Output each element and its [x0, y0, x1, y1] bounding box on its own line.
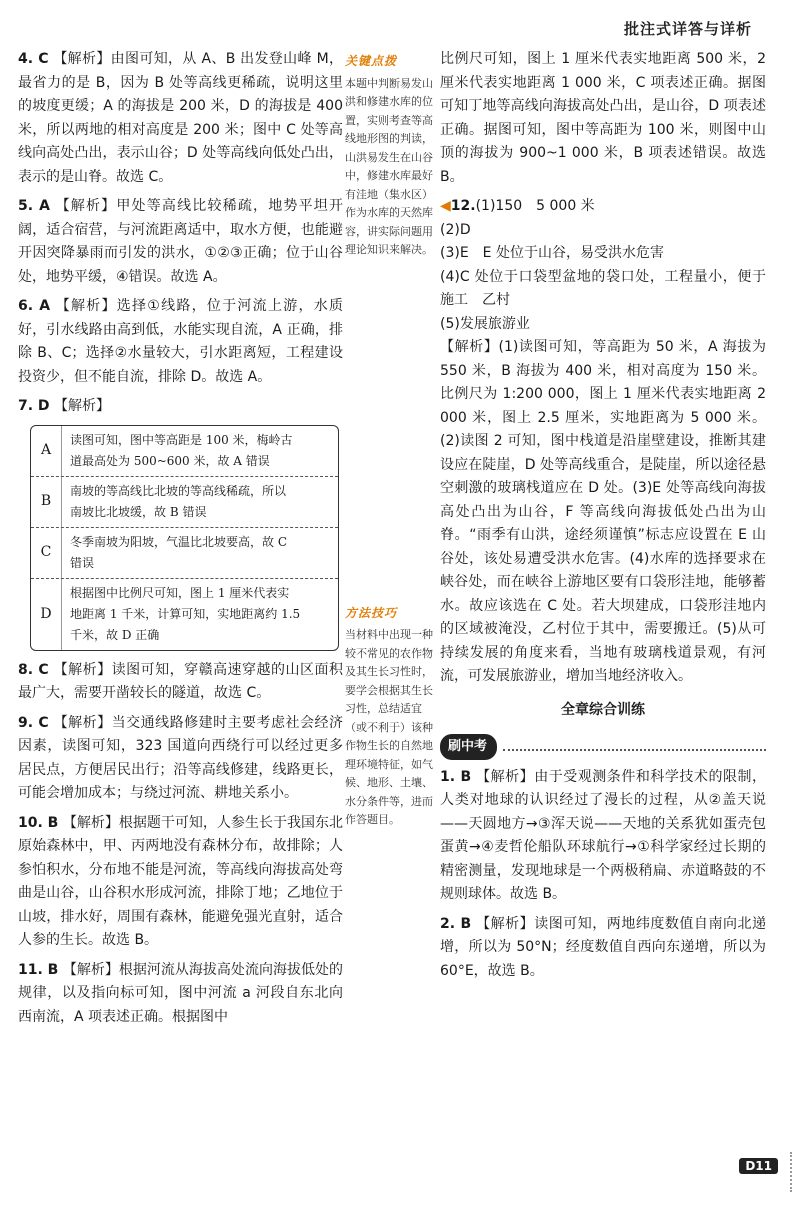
answer-number: 2. B — [440, 915, 472, 932]
answer-number: 1. B — [440, 768, 472, 785]
answer-item — [18, 295, 343, 389]
page-header: 批注式详答与详析 — [623, 20, 752, 38]
badge-line — [440, 730, 766, 766]
page-number: D11 — [739, 1158, 778, 1174]
answer-number: 8. C — [18, 661, 49, 678]
answer-number: 11. B — [18, 961, 59, 978]
answer-text: 【解析】读图可知，两地纬度数值自南向北递增，所以为 50°N；经度数值自西向东递增，所以为 60°E，故选 B。 — [440, 915, 767, 979]
option-row — [31, 426, 338, 476]
key-point-title: 关键点拨 — [345, 54, 398, 68]
method-tip-note: 当材料中出现一种较不常见的农作物及其生长习性时，要学会根据其生长习性，总结适宜（或不利于）该种作物生长的自然地理环境特征，如气候、地形、土壤、水分条件等，进而作答题目。 — [345, 628, 433, 826]
answer-item — [18, 48, 343, 189]
answer-number: 4. C — [18, 51, 49, 67]
answer-text: 【解析】甲处等高线比较稀疏，地势平坦开阔，适合宿营，与河流距离适中，取水方便，也能避开因突降暴雨而引发的洪水，①②③正确；位于山谷处，地势平缓，④错误。故选 A。 — [18, 198, 343, 285]
answer-text: 【解析】 — [54, 398, 111, 414]
option-letter: B — [31, 477, 62, 527]
option-letter: C — [31, 528, 62, 578]
q12-block: ◀12.(1)150 5 000 米 (2)D (3)E E 处位于山谷，易受洪水危害 (4)C 处位于口袋型盆地的袋口处，工程量小，便于施工 乙村 (5)发展旅游业 【解析】(1)读图可知，等高距为 50 米，A 海拔为 550 米，B 海拔为 400 米，相对高度为 150 米。比例尺为 1:200 000，图上 1 厘米代表实地距离 2 000 米，图上 2.5 厘米，实地距离为 5 000 米。(2)读图 2 可知，图中栈道是沿崖壁建设，推断其建设应在陡崖，D 处等高线重合，是陡崖，所以途径悬空刺激的玻璃栈道应在 D 处。(3)E 处等高线向海拔高处凸出为山谷，F 等高线向海拔低处凸出为山脊。“雨季有山洪，途经须谨慎”标志应设置在 E 山谷处，该处易遭受洪水危害。(4)水库的选择要求在峡谷处，而在峡谷上游地区要有口袋形洼地，能够蓄水。故应该选在 C 处。若大坝建成，口袋形洼地内的区域被淹没，乙村位于其中，需要搬迁。(5)从可持续发展的角度来看，当地有玻璃栈道景观，有河流，可发展旅游业，增加当地经济收入。 — [440, 195, 766, 689]
answer-number: 7. D — [18, 398, 50, 414]
answer-item — [18, 812, 343, 953]
right-column — [440, 48, 766, 989]
answer-item — [440, 913, 766, 984]
answer-text: 【解析】由于受观测条件和科学技术的限制，人类对地球的认识经过了漫长的过程，从②盖天说——天圆地方→③浑天说——天地的关系犹如蛋壳包蛋黄→④麦哲伦船队环球航行→①科学家经过长期的精密测量，发现地球是一个两极稍扁、赤道略鼓的不规则球体。故选 B。 — [440, 768, 767, 902]
option-letter: A — [31, 426, 62, 476]
answer-number: 10. B — [18, 814, 59, 831]
option-text: 读图可知，图中等高距是 100 米，梅岭古 道最高处为 500~600 米，故 A 错误 — [70, 432, 293, 468]
side-notes-column — [345, 52, 433, 844]
answer-item — [18, 395, 343, 419]
answer-item — [18, 195, 343, 289]
option-row — [31, 527, 338, 578]
answer-text: 【解析】当交通线路修建时主要考虑社会经济因素，读图可知，323 国道向西绕行可以经过更多居民点，方便居民出行；沿等高线修建，线路更长，可能会增加成本；与绕过河流、耕地关系小。 — [18, 714, 343, 801]
answer-number: 6. A — [18, 298, 51, 314]
answer-continuation: 比例尺可知，图上 1 厘米代表实地距离 500 米，2 厘米代表实地距离 1 000 米，C 项表述正确。据图可知丁地等高线向海拔高处凸出，是山谷，D 项表述正确。据图可知，图中等高距为 100 米，则图中山顶的海拔为 900~1 000 米，B 项表述错误。故选 B。 — [440, 51, 766, 185]
method-tip-title: 方法技巧 — [345, 605, 398, 620]
option-text: 南坡的等高线比北坡的等高线稀疏，所以 南坡比北坡缓，故 B 错误 — [70, 483, 287, 519]
option-row — [31, 578, 338, 650]
option-letter: D — [31, 579, 62, 650]
answer-number: 5. A — [18, 198, 50, 214]
answer-text: 【解析】根据题干可知，人参生长于我国东北原始森林中，甲、丙两地没有森林分布，故排除；人参怕积水，分布地不能是河流，等高线向海拔高处弯曲是山谷，山谷积水形成河流，排除丁地；乙地位于山坡，排水好，周围有森林，能避免强光直射，适合人参的生长。故选 B。 — [18, 814, 343, 948]
answer-item — [18, 712, 343, 806]
answer-text: 【解析】由图可知，从 A、B 出发登山峰 M，最省力的是 B，因为 B 处等高线更稀疏，说明这里的坡度更缓；A 的海拔是 200 米，D 的海拔是 400 米，所以两地的相对高度是 200 米；图中 C 处等高线向高处凸出，表示山谷；D 处等高线向低处凸出，表示的是山脊。故选 C。 — [18, 51, 343, 185]
answer-item — [18, 959, 343, 1030]
key-point-note: 本题中判断易发山洪和修建水库的位置，实则考查等高线地形图的判读，山洪易发生在山谷中，修建水库最好有洼地（集水区）作为水库的天然库容，讲实际问题用理论知识来解决。 — [345, 76, 433, 256]
section-title: 全章综合训练 — [561, 701, 645, 718]
answer-item — [18, 659, 343, 706]
answer-text: 【解析】选择①线路，位于河流上游，水质好，引水线路由高到低，水能实现自流，A 正确，排除 B、C；选择②水量较大，引水距离短，工程建设投资少，但不能自流，排除 D。故选 A。 — [18, 298, 343, 385]
answer-text: 【解析】根据河流从海拔高处流向海拔低处的规律，以及指向标可知，图中河流 a 河段自东北向西南流，A 项表述正确。根据图中 — [18, 961, 343, 1025]
left-column — [18, 48, 343, 1035]
answer-item — [440, 766, 766, 907]
option-text: 冬季南坡为阳坡，气温比北坡要高，故 C 错误 — [70, 534, 287, 570]
option-row — [31, 476, 338, 527]
dotted-divider — [503, 749, 766, 751]
option-text: 根据图中比例尺可知，图上 1 厘米代表实 地距离 1 千米，计算可知，实地距离约 1.5 千米，故 D 正确 — [70, 585, 301, 642]
page-edge-dots — [780, 1152, 792, 1192]
answer-number: 12. — [450, 198, 476, 214]
exam-badge: 刷中考 — [440, 734, 497, 760]
answer-text: 【解析】读图可知，穿赣高速穿越的山区面积最广大，需要开凿较长的隧道，故选 C。 — [18, 661, 343, 701]
answer-number: 9. C — [18, 714, 49, 731]
q7-options-table — [30, 425, 339, 651]
arrow-marker-icon: ◀ — [440, 198, 451, 214]
q12-analysis: 【解析】(1)读图可知，等高距为 50 米，A 海拔为 550 米，B 海拔为 400 米，相对高度为 150 米。比例尺为 1:200 000，图上 1 厘米代表实地距离 2 000 米，图上 2.5 厘米，实地距离为 5 000 米。(2)读图 2 可知，图中栈道是沿崖壁建设，推断其建设应在陡崖，D 处等高线重合，是陡崖，所以途径悬空刺激的玻璃栈道应在 D 处。(3)E 处等高线向海拔高处凸出为山谷，F 等高线向海拔低处凸出为山脊。“雨季有山洪，途经须谨慎”标志应设置在 E 山谷处，该处易遭受洪水危害。(4)水库的选择要求在峡谷处，而在峡谷上游地区要有口袋形洼地，能够蓄水。故应该选在 C 处。若大坝建成，口袋形洼地内的区域被淹没，乙村位于其中，需要搬迁。(5)从可持续发展的角度来看，当地有玻璃栈道景观，有河流，可发展旅游业，增加当地经济收入。 — [440, 339, 766, 684]
